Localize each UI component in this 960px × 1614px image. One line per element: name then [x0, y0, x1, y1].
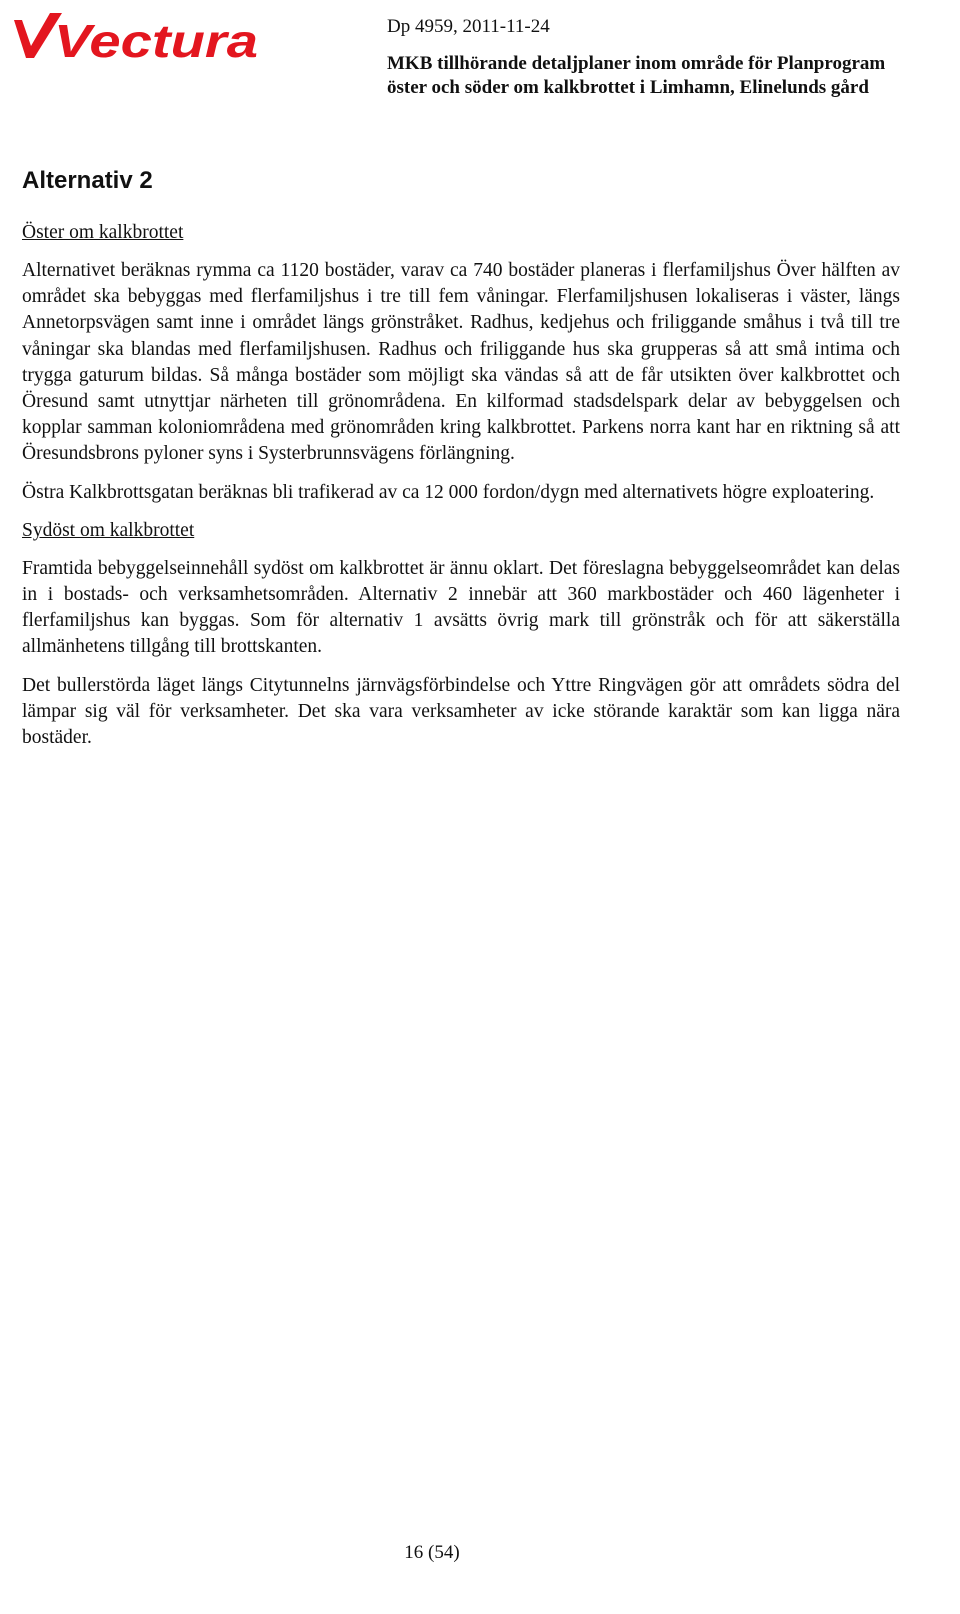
section-heading: Alternativ 2 [22, 167, 153, 194]
paragraph-1: Alternativet beräknas rymma ca 1120 bostäder, varav ca 740 bostäder planeras i flerfamiljshus Över hälften av området ska bebyggas med flerfamiljshus i tre till fem våningar. Flerfamiljshusen lokaliseras i väster, längs Annetorpsvägen samt inne i området längs grönstråket. Radhus, kedjehus och friliggande småhus i två till tre våningar ska blandas med flerfamiljshusen. Radhus och friliggande hus ska grupperas så att små intima och trygga gaturum bildas. Så många bostäder som möjligt ska vändas så att de får utsikten över kalkbrottet och Öresund samt utnyttjar närheten till grönområdena. En kilformad stadsdelspark delar av bebyggelsen och kopplar samman koloniområdena med grönområden kring kalkbrottet. Parkens norra kant har en riktning så att Öresundsbrons pyloner syns i Systerbrunnsvägens förlängning. [22, 260, 900, 465]
paragraph-4: Det bullerstörda läget längs Citytunnelns järnvägsförbindelse och Yttre Ringvägen gör att områdets södra del lämpar sig väl för verksamheter. Det ska vara verksamheter av icke störande karaktär som kan ligga nära bostäder. [22, 674, 900, 749]
logo-wordmark: Vectura [54, 15, 258, 66]
document-title-line-1: MKB tillhörande detaljplaner inom område för Planprogram [387, 53, 886, 74]
paragraph-2: Östra Kalkbrottsgatan beräknas bli trafikerad av ca 12 000 fordon/dygn med alternativets högre exploatering. [22, 481, 875, 503]
page-number: 16 (54) [404, 1542, 460, 1563]
document-id-date: Dp 4959, 2011-11-24 [387, 16, 550, 37]
document-title [387, 52, 947, 100]
paragraph-3: Framtida bebyggelseinnehåll sydöst om kalkbrottet är ännu oklart. Det föreslagna bebyggelseområdet kan delas in i bostads- och verksamhetsområden. Alternativ 2 innebär att 360 markbostäder och 460 lägenheter i flerfamiljshus kan byggas. Som för alternativ 1 avsätts övrig mark till grönstråk och för att säkerställa allmänhetens tillgång till brottskanten. [22, 557, 900, 658]
document-title-line-2: öster och söder om kalkbrottet i Limhamn, Elinelunds gård [387, 77, 869, 98]
document-body [22, 220, 900, 763]
subheading-sydost: Sydöst om kalkbrottet [22, 519, 195, 541]
document-header [387, 16, 947, 100]
vectura-logo [12, 10, 260, 66]
subheading-oster: Öster om kalkbrottet [22, 222, 184, 243]
